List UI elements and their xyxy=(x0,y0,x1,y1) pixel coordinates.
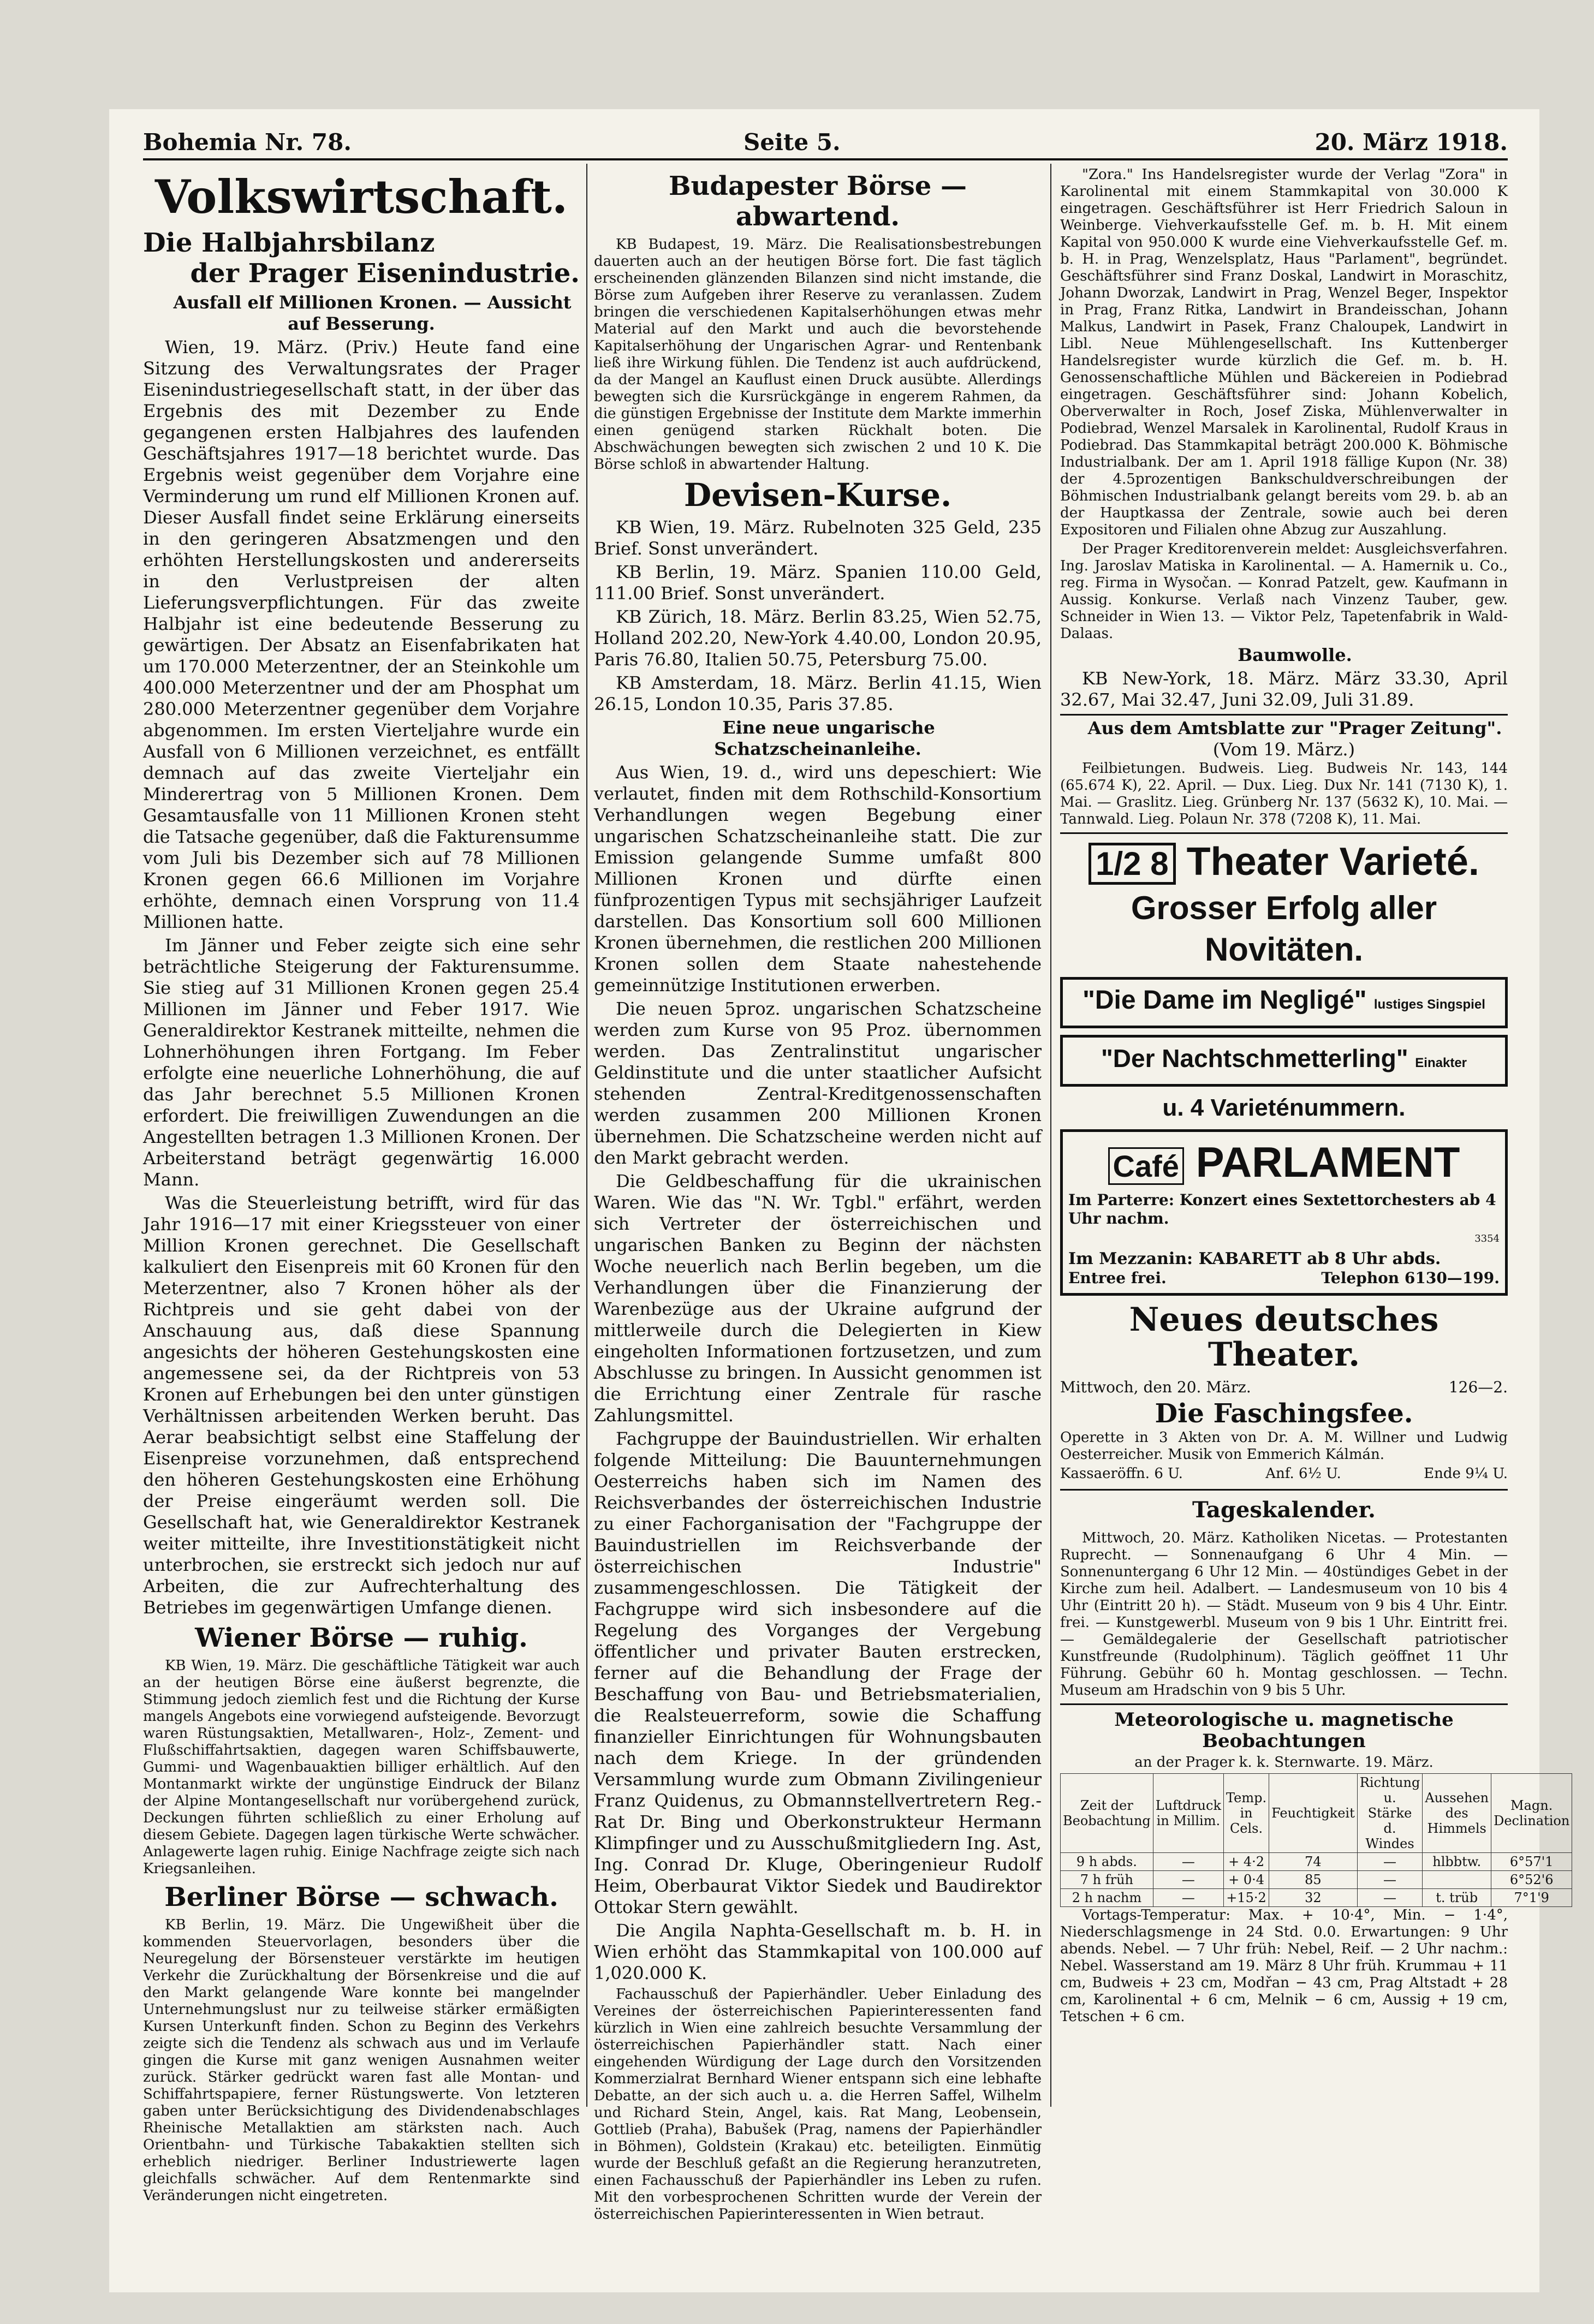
devisen-line: KB Zürich, 18. März. Berlin 83.25, Wien 52.75, Holland 202.20, New-York 4.40.00, London 20.95, Paris 76.80, Italien 50.75, Petersburg 75.00. xyxy=(594,606,1042,670)
ad-description: Operette in 3 Akten von Dr. A. M. Willner und Ludwig Oesterreicher. Musik von Emmerich Kálmán. xyxy=(1060,1429,1508,1463)
issue-date: 20. März 1918. xyxy=(1315,129,1508,156)
section-title: Volkswirtschaft. xyxy=(154,170,568,224)
handelsregister-text: "Zora." Ins Handelsregister wurde der Verlag "Zora" in Karolinental mit einem Stammkapital von 30.000 K eingetragen. Geschäftsführer ist Herr Friedrich Saloun in Weinberge. Viehverkaufsstelle Gef. m. b. H. Mit einem Kapital von 950.000 K wurde eine Viehverkaufsstelle Gef. m. b. H. in Prag, Wenzelsplatz, Haus "Parlament", begründet. Geschäftsführer sind Franz Doskal, Landwirt in Moraschitz, Johann Dworzak, Landwirt in Prag, Wenzel Beger, Inspektor in Prag, Franz Ritka, Landwirt in Brandeisschan, Johann Malkus, Landwirt in Pasek, Franz Chaloupek, Landwirt in Libl. Neue Mühlengesellschaft. Ins Kuttenberger Handelsregister wurde kürzlich die Gef. m. b. H. Genossenschaftliche Mühlen und Bäckereien in Podiebrad eingetragen. Geschäftsführer sind: Johann Kobelich, Oberverwalter in Roch, Josef Ziska, Mühlenverwalter in Podiebrad, Wenzel Marsalek in Karolinental, Rudolf Kraus in Podiebrad. Das Stammkapital beträgt 200.000 K. Böhmische Industrialbank. Der am 1. April 1918 fällige Kupon (Nr. 38) der 4.5prozentigen Bankschuldverschreibungen der Böhmischen Industrialbank gelangt bereits vom 29. b. ab an der Hauptkassa der Zentrale, sowie auch bei deren Expositoren und Filialen ohne Abzug zur Auszahlung. xyxy=(1060,166,1508,538)
ad-line: u. 4 Varieténummern. xyxy=(1162,1094,1406,1121)
papierhaendler-text: Fachausschuß der Papierhändler. Ueber Einladung des Vereines der österreichischen Papierinteressenten fand kürzlich in Wien eine zahlreich besuchte Versammlung der österreichischen Papierhändler statt. Nach einer eingehenden Würdigung der Lage durch den Vorsitzenden Kommerzialrat Bernhard Wiener entspann sich eine lebhafte Debatte, an der sich auch u. a. die Herren Saffel, Wilhelm und Richard Stein, Angel, kais. Rat Mang, Leobensein, Gottlieb (Praha), Babušek (Prag, namens der Papierhändler in Böhmen), Goldstein (Krakau) etc. beteiligten. Einmütig wurde der Beschluß gefaßt an die Regierung heranzutreten, einen Fachausschuß der Papierhändler ins Leben zu rufen. Mit den vorbesprochenen Schritten wurde der Verein der österreichischen Papierinteressenten in Wien betraut. xyxy=(594,1986,1042,2222)
article-paragraph: Wien, 19. März. (Priv.) Heute fand eine Sitzung des Verwaltungsrates der Prager Eisenindustriegesellschaft statt, in der über das Ergebnis des mit Dezember zu Ende gegangenen ersten Halbjahres des laufenden Geschäftsjahres 1917—18 berichtet wurde. Das Ergebnis weist gegenüber dem Vorjahre eine Verminderung um rund elf Millionen Kronen auf. Dieser Ausfall findet seine Erklärung einerseits in den geringeren Absatzmengen und den erhöhten Herstellungskosten und andererseits in den Verlustpreisen der alten Lieferungsverpflichtungen. Für das zweite Halbjahr ist eine bedeutende Besserung zu gewärtigen. Der Absatz an Eisenfabrikaten hat um 170.000 Meterzentner, der an Steinkohle um 400.000 Meterzentner und der am Phosphat um 280.000 Meterzentner gegenüber dem Vorjahre abgenommen. Im ersten Vierteljahre wurde ein Ausfall von 6 Millionen verzeichnet, es entfällt demnach auf das zweite Vierteljahr ein Minderertrag von 5 Millionen Kronen. Dem Gesamtausfalle von 11 Millionen Kronen steht die Tatsache gegenüber, daß die Fakturensumme vom Juli bis Dezember sich auf 78 Millionen Kronen gegen 66.6 Millionen im Vorjahre erhöhte, demnach einen Vorsprung von 11.4 Millionen hatte. xyxy=(143,337,580,932)
ad-anfang: Anf. 6½ U. xyxy=(1265,1465,1341,1482)
table-header: Zeit der Beobachtung xyxy=(1061,1774,1153,1853)
table-cell: t. trüb xyxy=(1423,1889,1491,1907)
header-rule xyxy=(143,158,1508,160)
ad-box xyxy=(1060,1035,1508,1087)
table-cell: — xyxy=(1357,1871,1423,1889)
table-cell: 9 h abds. xyxy=(1061,1853,1153,1871)
ad-play-title: "Der Nachtschmetterling" xyxy=(1101,1044,1408,1072)
table-cell: 74 xyxy=(1269,1853,1358,1871)
table-cell: 7 h früh xyxy=(1061,1871,1153,1889)
divider xyxy=(1060,1703,1508,1705)
page-number: Seite 5. xyxy=(744,129,841,156)
article-paragraph: Die Geldbeschaffung für die ukrainischen Waren. Wie das "N. Wr. Tgbl." erfährt, werden sich Vertreter der österreichischen und ungarischen Banken zu Beginn der nächsten Woche neuerlich nach Berlin begeben, um die Verhandlungen über die Finanzierung der Warenbezüge aus der Ukraine aufgrund der mittlerweile durch die Delegierten in Kiew eingeholten Informationen fortzusetzen, und zum Abschlusse zu bringen. In Aussicht genommen ist die Errichtung einer Zentrale für rasche Zahlungsmittel. xyxy=(594,1171,1042,1426)
column-rule-2 xyxy=(1050,164,1051,2107)
table-cell: 32 xyxy=(1269,1889,1358,1907)
ad-badge: 1/2 8 xyxy=(1089,843,1175,885)
table-header-row xyxy=(1061,1774,1572,1853)
divider xyxy=(1060,1489,1508,1491)
kreditorenverein-text: Der Prager Kreditorenverein meldet: Ausgleichsverfahren. Ing. Jaroslav Matiska in Karolinental. — A. Hamernik u. Co., reg. Firma in Wysočan. — Konrad Patzelt, gew. Kaufmann in Aussig. Konkurse. Verlaß nach Vinzenz Tauber, gew. Schneider in Wien 13. — Viktor Pelz, Tapetenfabrik in Wald-Dalaas. xyxy=(1060,541,1508,642)
berlin-boerse-text: KB Berlin, 19. März. Die Ungewißheit über die kommenden Steuervorlagen, besonders über die Neuregelung der Börsensteuer verstärkte im heutigen Verkehr die Zurückhaltung der Börsenkreise und die auf den Markt gelangende Ware konnte bei mangelnder Unternehmungslust nur zu teilweise stärker ermäßigten Kursen Unterkunft finden. Schon zu Beginn des Verkehrs zeigte sich die Tendenz als schwach aus und im Verlaufe gingen die Kurse mit ganz wenigen Ausnahmen weiter zurück. Stärker gedrückt waren fast alle Montan- und Schiffahrtspapiere, ferner Rüstungswerte. Von letzteren gaben unter Berücksichtigung des Dividendenabschlages Rheinische Metallaktien am stärksten nach. Auch Orientbahn- und Türkische Tabakaktien stellten sich erheblich niedriger. Berliner Industriewerte lagen gleichfalls schwächer. Auf dem Rentenmarkte sind Veränderungen nicht eingetreten. xyxy=(143,1917,580,2204)
table-cell: 2 h nachm xyxy=(1061,1889,1153,1907)
ad-number: 3354 xyxy=(1474,1233,1500,1244)
table-header: Richtung u. Stärke d. Windes xyxy=(1357,1774,1423,1853)
table-header: Feuchtigkeit xyxy=(1269,1774,1358,1853)
table-row xyxy=(1061,1871,1572,1889)
column-2 xyxy=(594,166,1042,2222)
meteo-subheading: an der Prager k. k. Sternwarte. 19. März. xyxy=(1134,1754,1434,1771)
table-cell: — xyxy=(1357,1853,1423,1871)
divider xyxy=(1060,714,1508,716)
article-paragraph: Aus Wien, 19. d., wird uns depeschiert: Wie verlautet, finden mit dem Rothschild-Konsortium Verhandlungen wegen Begebung einer ungarischen Schatzscheinanleihe statt. Die zur Emission gelangende Summe umfaßt 800 Millionen Kronen und dürfte einen fünfprozentigen Typus mit sechsjähriger Laufzeit darstellen. Das Konsortium soll 600 Millionen Kronen übernehmen, die restlichen 200 Millionen Kronen sollen dem Staate nahestehende gemeinnützige Institutionen erwerben. xyxy=(594,762,1042,996)
table-row xyxy=(1061,1853,1572,1871)
article-paragraph: Im Jänner und Feber zeigte sich eine sehr beträchtliche Steigerung der Fakturensumme. Sie stieg auf 31 Millionen Kronen gegen 25.4 Millionen im Jänner und Feber 1917. Wie Generaldirektor Kestranek mitteilte, nehmen die Lohnerhöhungen ihren Fortgang. Im Feber erfolgte eine neuerliche Lohnerhöhung, die auf das Jahr berechnet 5.5 Millionen Kronen erfordert. Die freiwilligen Zuwendungen an die Angestellten betragen 1.3 Millionen Kronen. Der Arbeiterstand beträgt gegenwärtig 16.000 Mann. xyxy=(143,935,580,1190)
page-header xyxy=(143,124,1508,157)
column-3 xyxy=(1060,166,1570,2186)
issue-label: Bohemia Nr. 78. xyxy=(143,129,352,156)
amtsblatt-date: (Vom 19. März.) xyxy=(1212,739,1355,760)
ad-entree: Entree frei. xyxy=(1068,1269,1167,1287)
theater-variete-ad xyxy=(1060,838,1508,1123)
table-cell: hlbbtw. xyxy=(1423,1853,1491,1871)
ad-play-note: Einakter xyxy=(1415,1056,1467,1070)
table-cell: — xyxy=(1357,1889,1423,1907)
ad-title: Theater Varieté. xyxy=(1186,840,1479,884)
table-cell: 6°52'6 xyxy=(1491,1871,1572,1889)
divider xyxy=(1060,832,1508,834)
baumwolle-heading: Baumwolle. xyxy=(1238,645,1352,665)
table-row xyxy=(1061,1889,1572,1907)
meteo-table xyxy=(1060,1773,1572,1907)
table-cell: + 4·2 xyxy=(1223,1853,1269,1871)
table-header: Aussehen des Himmels xyxy=(1423,1774,1491,1853)
amtsblatt-text: Feilbietungen. Budweis. Lieg. Budweis Nr. 143, 144 (65.674 K), 22. April. — Dux. Lieg. Dux Nr. 141 (7130 K), 1. Mai. — Graslitz. Lieg. Grünberg Nr. 137 (5632 K), 10. Mai. — Tannwald. Lieg. Polaun Nr. 378 (7208 K), 11. Mai. xyxy=(1060,760,1508,827)
article-subheading: Ausfall elf Millionen Kronen. — Aussicht auf Besserung. xyxy=(173,292,572,334)
table-cell: + 0·4 xyxy=(1223,1871,1269,1889)
table-header: Luftdruck in Millim. xyxy=(1153,1774,1223,1853)
baumwolle-text: KB New-York, 18. März. März 33.30, April 32.67, Mai 32.47, Juni 32.09, Juli 31.89. xyxy=(1060,668,1508,710)
budapest-boerse-heading: Budapester Börse — abwartend. xyxy=(668,171,967,232)
article-heading-line2: der Prager Eisenindustrie. xyxy=(190,258,580,289)
amtsblatt-heading: Aus dem Amtsblatte zur "Prager Zeitung". xyxy=(1087,718,1502,738)
berlin-boerse-heading: Berliner Börse — schwach. xyxy=(164,1882,558,1912)
tageskalender-heading: Tageskalender. xyxy=(1192,1497,1376,1523)
ad-kasse: Kassaeröffn. 6 U. xyxy=(1060,1465,1183,1482)
ad-date: Mittwoch, den 20. März. xyxy=(1060,1378,1251,1396)
ad-play-title: Die Faschingsfee. xyxy=(1155,1398,1413,1429)
table-cell: 6°57'1 xyxy=(1491,1853,1572,1871)
ad-title: Neues deutsches Theater. xyxy=(1129,1301,1439,1374)
table-cell: — xyxy=(1153,1889,1223,1907)
table-cell: +15·2 xyxy=(1223,1889,1269,1907)
table-cell: 85 xyxy=(1269,1871,1358,1889)
table-cell xyxy=(1423,1871,1491,1889)
devisen-line: KB Wien, 19. März. Rubelnoten 325 Geld, 235 Brief. Sonst unverändert. xyxy=(594,517,1042,559)
article-heading-line1: Die Halbjahrsbilanz xyxy=(143,228,435,258)
ad-cafe-label: Café xyxy=(1108,1147,1184,1185)
meteo-text: Vortags-Temperatur: Max. + 10·4°, Min. − 1·4°, Niederschlagsmenge in 24 Std. 0.0. Erwartungen: 9 Uhr abends. Nebel. — 7 Uhr früh: Nebel, Reif. — 2 Uhr nachm.: Nebel. Wasserstand am 19. März 8 Uhr früh. Krummau + 11 cm, Budweis + 23 cm, Modřan − 43 cm, Prag Altstadt + 28 cm, Karolinental + 6 cm, Melnik − 6 cm, Aussig + 19 cm, Tetschen + 6 cm. xyxy=(1060,1907,1508,2025)
budapest-boerse-text: KB Budapest, 19. März. Die Realisationsbestrebungen dauerten auch an der heutigen Börse fort. Die fast täglich erscheinenden glänzenden Bilanzen sind nicht imstande, die Börse zum Aufgeben ihrer Reserve zu veranlassen. Zudem bringen die verschiedenen Kapitalserhöhungen etwas mehr Material auf den Markt und auch die bevorstehende Kapitalserhöhung der Ungarischen Agrar- und Rentenbank ließ ihre Wirkung fühlen. Die Tendenz ist auch aufdrückend, da der Mangel an Kauflust einen Druck ausübte. Allerdings bewegten sich die Kursrückgänge in engerem Rahmen, da die günstigen Ergebnisse der Institute dem Markte immerhin einen genügend starken Rückhalt boten. Die Abschwächungen bewegten sich zwischen 2 und 10 K. Die Börse schloß in abwartender Haltung. xyxy=(594,236,1042,473)
anleihe-heading: Eine neue ungarische Schatzscheinanleihe. xyxy=(714,717,935,759)
theater-ad xyxy=(1060,1302,1508,1485)
table-cell: — xyxy=(1153,1853,1223,1871)
tageskalender-text: Mittwoch, 20. März. Katholiken Nicetas. — Protestanten Ruprecht. — Sonnenaufgang 6 Uhr 4 Min. — Sonnenuntergang 6 Uhr 12 Min. — 40stündiges Gebet in der Kirche zum heil. Adalbert. — Landesmuseum von 10 bis 4 Uhr (Eintritt 20 h). — Städt. Museum von 9 bis 4 Uhr. Eintr. frei. — Kunstgewerbl. Museum von 9 bis 1 Uhr. Eintritt frei. — Gemäldegalerie der Gesellschaft patriotischer Kunstfreunde (Rudolphinum). Täglich geöffnet 11 Uhr Führung. Gebühr 60 h. Montag geschlossen. — Techn. Museum am Hradschin von 9 bis 5 Uhr. xyxy=(1060,1530,1508,1699)
devisen-heading: Devisen-Kurse. xyxy=(683,476,952,514)
table-header: Magn. Declination xyxy=(1491,1774,1572,1853)
table-cell: — xyxy=(1153,1871,1223,1889)
ad-play-note: lustiges Singspiel xyxy=(1373,997,1485,1012)
article-paragraph: Die neuen 5proz. ungarischen Schatzscheine werden zum Kurse von 95 Proz. übernommen werden. Das Zentralinstitut ungarischer Geldinstitute und die unter staatlicher Aufsicht stehenden Zentral-Kreditgenossenschaften werden zusammen 200 Millionen Kronen übernehmen. Die Schatzscheine werden nicht auf den Markt gebracht werden. xyxy=(594,998,1042,1168)
meteo-heading: Meteorologische u. magnetische Beobachtungen xyxy=(1114,1709,1454,1752)
wien-boerse-heading: Wiener Börse — ruhig. xyxy=(195,1623,528,1653)
ad-telephone: Telephon 6130—199. xyxy=(1321,1269,1500,1287)
devisen-line: KB Amsterdam, 18. März. Berlin 41.15, Wien 26.15, London 10.35, Paris 37.85. xyxy=(594,672,1042,714)
table-cell: 7°1'9 xyxy=(1491,1889,1572,1907)
ad-line: Im Parterre: Konzert eines Sextettorchesters ab 4 Uhr nachm. xyxy=(1068,1191,1496,1227)
ad-box xyxy=(1060,977,1508,1028)
ad-play-title: "Die Dame im Negligé" xyxy=(1083,986,1367,1015)
article-paragraph: Fachgruppe der Bauindustriellen. Wir erhalten folgende Mitteilung: Die Bauunternehmungen Oesterreichs haben sich im Namen des Reichsverbandes der österreichischen Industrie zu einer Fachorganisation der "Fachgruppe der Bauindustriellen im Reichsverbande der österreichischen Industrie" zusammengeschlossen. Die Tätigkeit der Fachgruppe wird sich insbesondere auf die Regelung des Vorganges der Vergebung öffentlicher und privater Bauten erstrecken, ferner auf die Behandlung der Frage der Beschaffung von Bau- und Betriebsmaterialien, die Realsteuerreform, sowie die Schaffung finanzieller Einrichtungen für Wohnungsbauten nach dem Kriege. In der gründenden Versammlung wurde zum Obmann Zivilingenieur Franz Quidenus, zu Obmannstellvertretern Reg.-Rat Dr. Bing und Oberkonstrukteur Hermann Klimpfinger und zu Ausschußmitgliedern Ing. Ast, Ing. Conrad Dr. Kluge, Oberingenieur Rudolf Heim, Oberbaurat Viktor Siedek und Baudirektor Ottokar Stern gewählt. xyxy=(594,1428,1042,1917)
table-header: Temp. in Cels. xyxy=(1223,1774,1269,1853)
ad-line: Grosser Erfolg aller Novitäten. xyxy=(1131,890,1437,968)
ad-ende: Ende 9¼ U. xyxy=(1424,1465,1508,1482)
wien-boerse-text: KB Wien, 19. März. Die geschäftliche Tätigkeit war auch an der heutigen Börse eine äußerst begrenzte, die Stimmung jedoch ziemlich fest und die Richtung der Kurse mangels Angebots eine vorwiegend aufsteigende. Bevorzugt waren Rüstungsaktien, Metallwaren-, Holz-, Zement- und Flußschiffahrtsaktien, dagegen waren Schiffsbauwerte, Gummi- und Wagenbauaktien billiger erhältlich. Auf den Montanmarkt wirkte der ungünstige Eindruck der Bilanz der Alpine Montangesellschaft nur vorübergehend zurück, Deckungen führten schließlich zu einer Erholung auf diesem Gebiete. Dagegen lagen türkische Werte schwächer. Anlagewerte lagen ruhig. Einige Nachfrage zeigte sich nach Kriegsanleihen. xyxy=(143,1658,580,1877)
ad-line: Im Mezzanin: KABARETT ab 8 Uhr abds. xyxy=(1068,1249,1441,1268)
cafe-parlament-ad xyxy=(1060,1129,1508,1296)
ad-title: PARLAMENT xyxy=(1196,1138,1460,1186)
column-rule-1 xyxy=(586,164,587,2107)
column-1 xyxy=(143,166,580,2204)
article-paragraph: Was die Steuerleistung betrifft, wird für das Jahr 1916—17 mit einer Kriegssteuer von einer Million Kronen gerechnet. Die Gesellschaft kalkuliert den Eisenpreis mit 60 Kronen für den Meterzentner, also 7 Kronen höher als der Richtpreis und sie geht dabei von der Anschauung aus, daß diese Spannung angesichts der höheren Gestehungskosten eine angemessene sei, da der Richtpreis von 53 Kronen auf Erhebungen bei den unter günstigen Verhältnissen arbeitenden Werken beruht. Das Aerar beabsichtigt selbst eine Staffelung der Eisenpreise vorzunehmen, daß entsprechend den höheren Gestehungskosten eine Erhöhung der Preise eingeräumt werden soll. Die Gesellschaft hat, wie Generaldirektor Kestranek weiter mitteilte, ihre Investitionstätigkeit nicht unterbrochen, sie erstreckt sich jedoch nur auf Arbeiten, die zur Aufrechterhaltung des Betriebes im gegenwärtigen Umfange dienen. xyxy=(143,1193,580,1618)
devisen-line: KB Berlin, 19. März. Spanien 110.00 Geld, 111.00 Brief. Sonst unverändert. xyxy=(594,562,1042,604)
article-paragraph: Die Angila Naphta-Gesellschaft m. b. H. in Wien erhöht das Stammkapital von 100.000 auf 1,020.000 K. xyxy=(594,1920,1042,1983)
ad-number: 126—2. xyxy=(1448,1378,1508,1396)
